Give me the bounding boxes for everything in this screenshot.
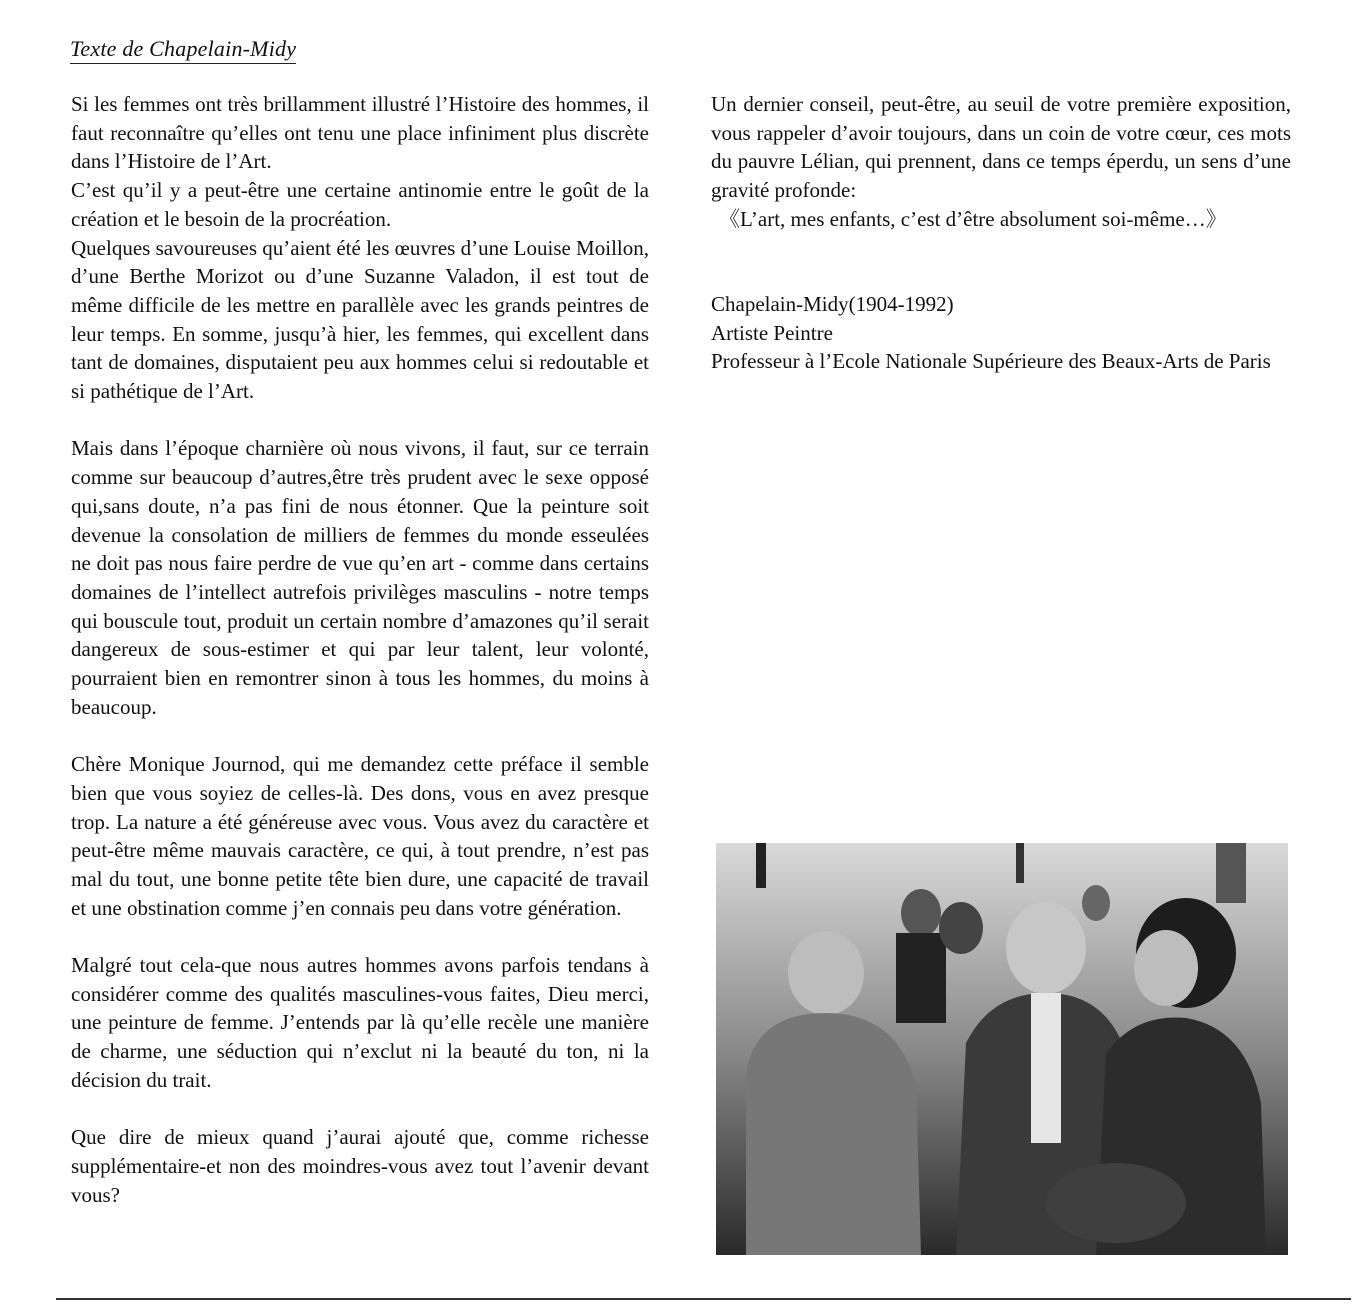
- bottom-rule: [56, 1298, 1351, 1300]
- paragraph-6: Malgré tout cela-que nous autres hommes avons parfois tendans à considérer comme des qualités masculines-vous faites, Dieu merci, une peinture de femme. J’entends par là qu’elle recèle une manière de charme, une séduction qui n’exclut ni la beauté du ton, ni la décision du trait.: [71, 953, 649, 1092]
- spacer: [71, 1095, 649, 1124]
- spacer: [71, 406, 649, 435]
- paragraph-4: Mais dans l’époque charnière où nous vivons, il faut, sur ce terrain comme sur beaucoup d’autres,être très prudent avec le sexe opposé qui,sans doute, n’a pas fini de nous étonner. Que la peinture soit devenue la consolation de milliers de femmes du monde esseulées ne doit pas nous faire perdre de vue qu’en art - comme dans certains domaines de l’intellect autrefois privilèges masculins - notre temps qui bouscule tout, produit un certain nombre d’amazones qu’il serait dangereux de sous-estimer et qui par leur talent, leur volonté, pourraient bien en remontrer sinon à tous les hommes, du moins à beaucoup.: [71, 436, 649, 719]
- paragraph-7: Que dire de mieux quand j’aurai ajouté que, comme richesse supplémentaire-et non des moindres-vous avez tout l’avenir devant vous?: [71, 1125, 649, 1207]
- spacer: [71, 721, 649, 750]
- spacer: [71, 922, 649, 951]
- paragraph-2: C’est qu’il y a peut-être une certaine antinomie entre le goût de la création et le besoin de la procréation.: [71, 178, 649, 231]
- paragraph-5: Chère Monique Journod, qui me demandez cette préface il semble bien que vous soyiez de celles-là. Des dons, vous en avez presque trop. La nature a été généreuse avec vous. Vous avez du caractère et peut-être même mauvais caractère, ce qui, à tout prendre, n’est pas mal du tout, une bonne petite tête bien dure, une capacité de travail et une obstination comme j’en connais peu dans votre génération.: [71, 752, 649, 920]
- left-column: [71, 90, 649, 1209]
- page-title: Texte de Chapelain-Midy: [70, 36, 296, 64]
- right-paragraph: Un dernier conseil, peut-être, au seuil de votre première exposition, vous rappeler d’avoir toujours, dans un coin de votre cœur, ces mots du pauvre Lélian, qui prennent, dans ce temps éperdu, un sens d’une gravité profonde:: [711, 92, 1291, 203]
- photo-icon: [716, 843, 1288, 1255]
- signature-position: Professeur à l’Ecole Nationale Supérieure des Beaux-Arts de Paris: [711, 349, 1271, 374]
- paragraph-1: Si les femmes ont très brillamment illustré l’Histoire des hommes, il faut reconnaître qu’elles ont tenu une place infiniment plus discrète dans l’Histoire de l’Art.: [71, 92, 649, 174]
- signature-title: Artiste Peintre: [711, 320, 833, 345]
- paragraph-3: Quelques savoureuses qu’aient été les œuvres d’une Louise Moillon, d’une Berthe Morizot ou d’une Suzanne Valadon, il est tout de même difficile de les mettre en parallèle avec les grands peintres de leur temps. En somme, jusqu’à hier, les femmes, qui excellent dans tant de domaines, disputaient peu aux hommes celui si redoutable et si pathétique de l’Art.: [71, 235, 649, 404]
- verlaine-quote: 《L’art, mes enfants, c’est d’être absolument soi-même…》: [719, 206, 1227, 231]
- right-column: [711, 90, 1291, 234]
- signature-name: Chapelain-Midy(1904-1992): [711, 292, 954, 316]
- signature-block: [711, 290, 1301, 376]
